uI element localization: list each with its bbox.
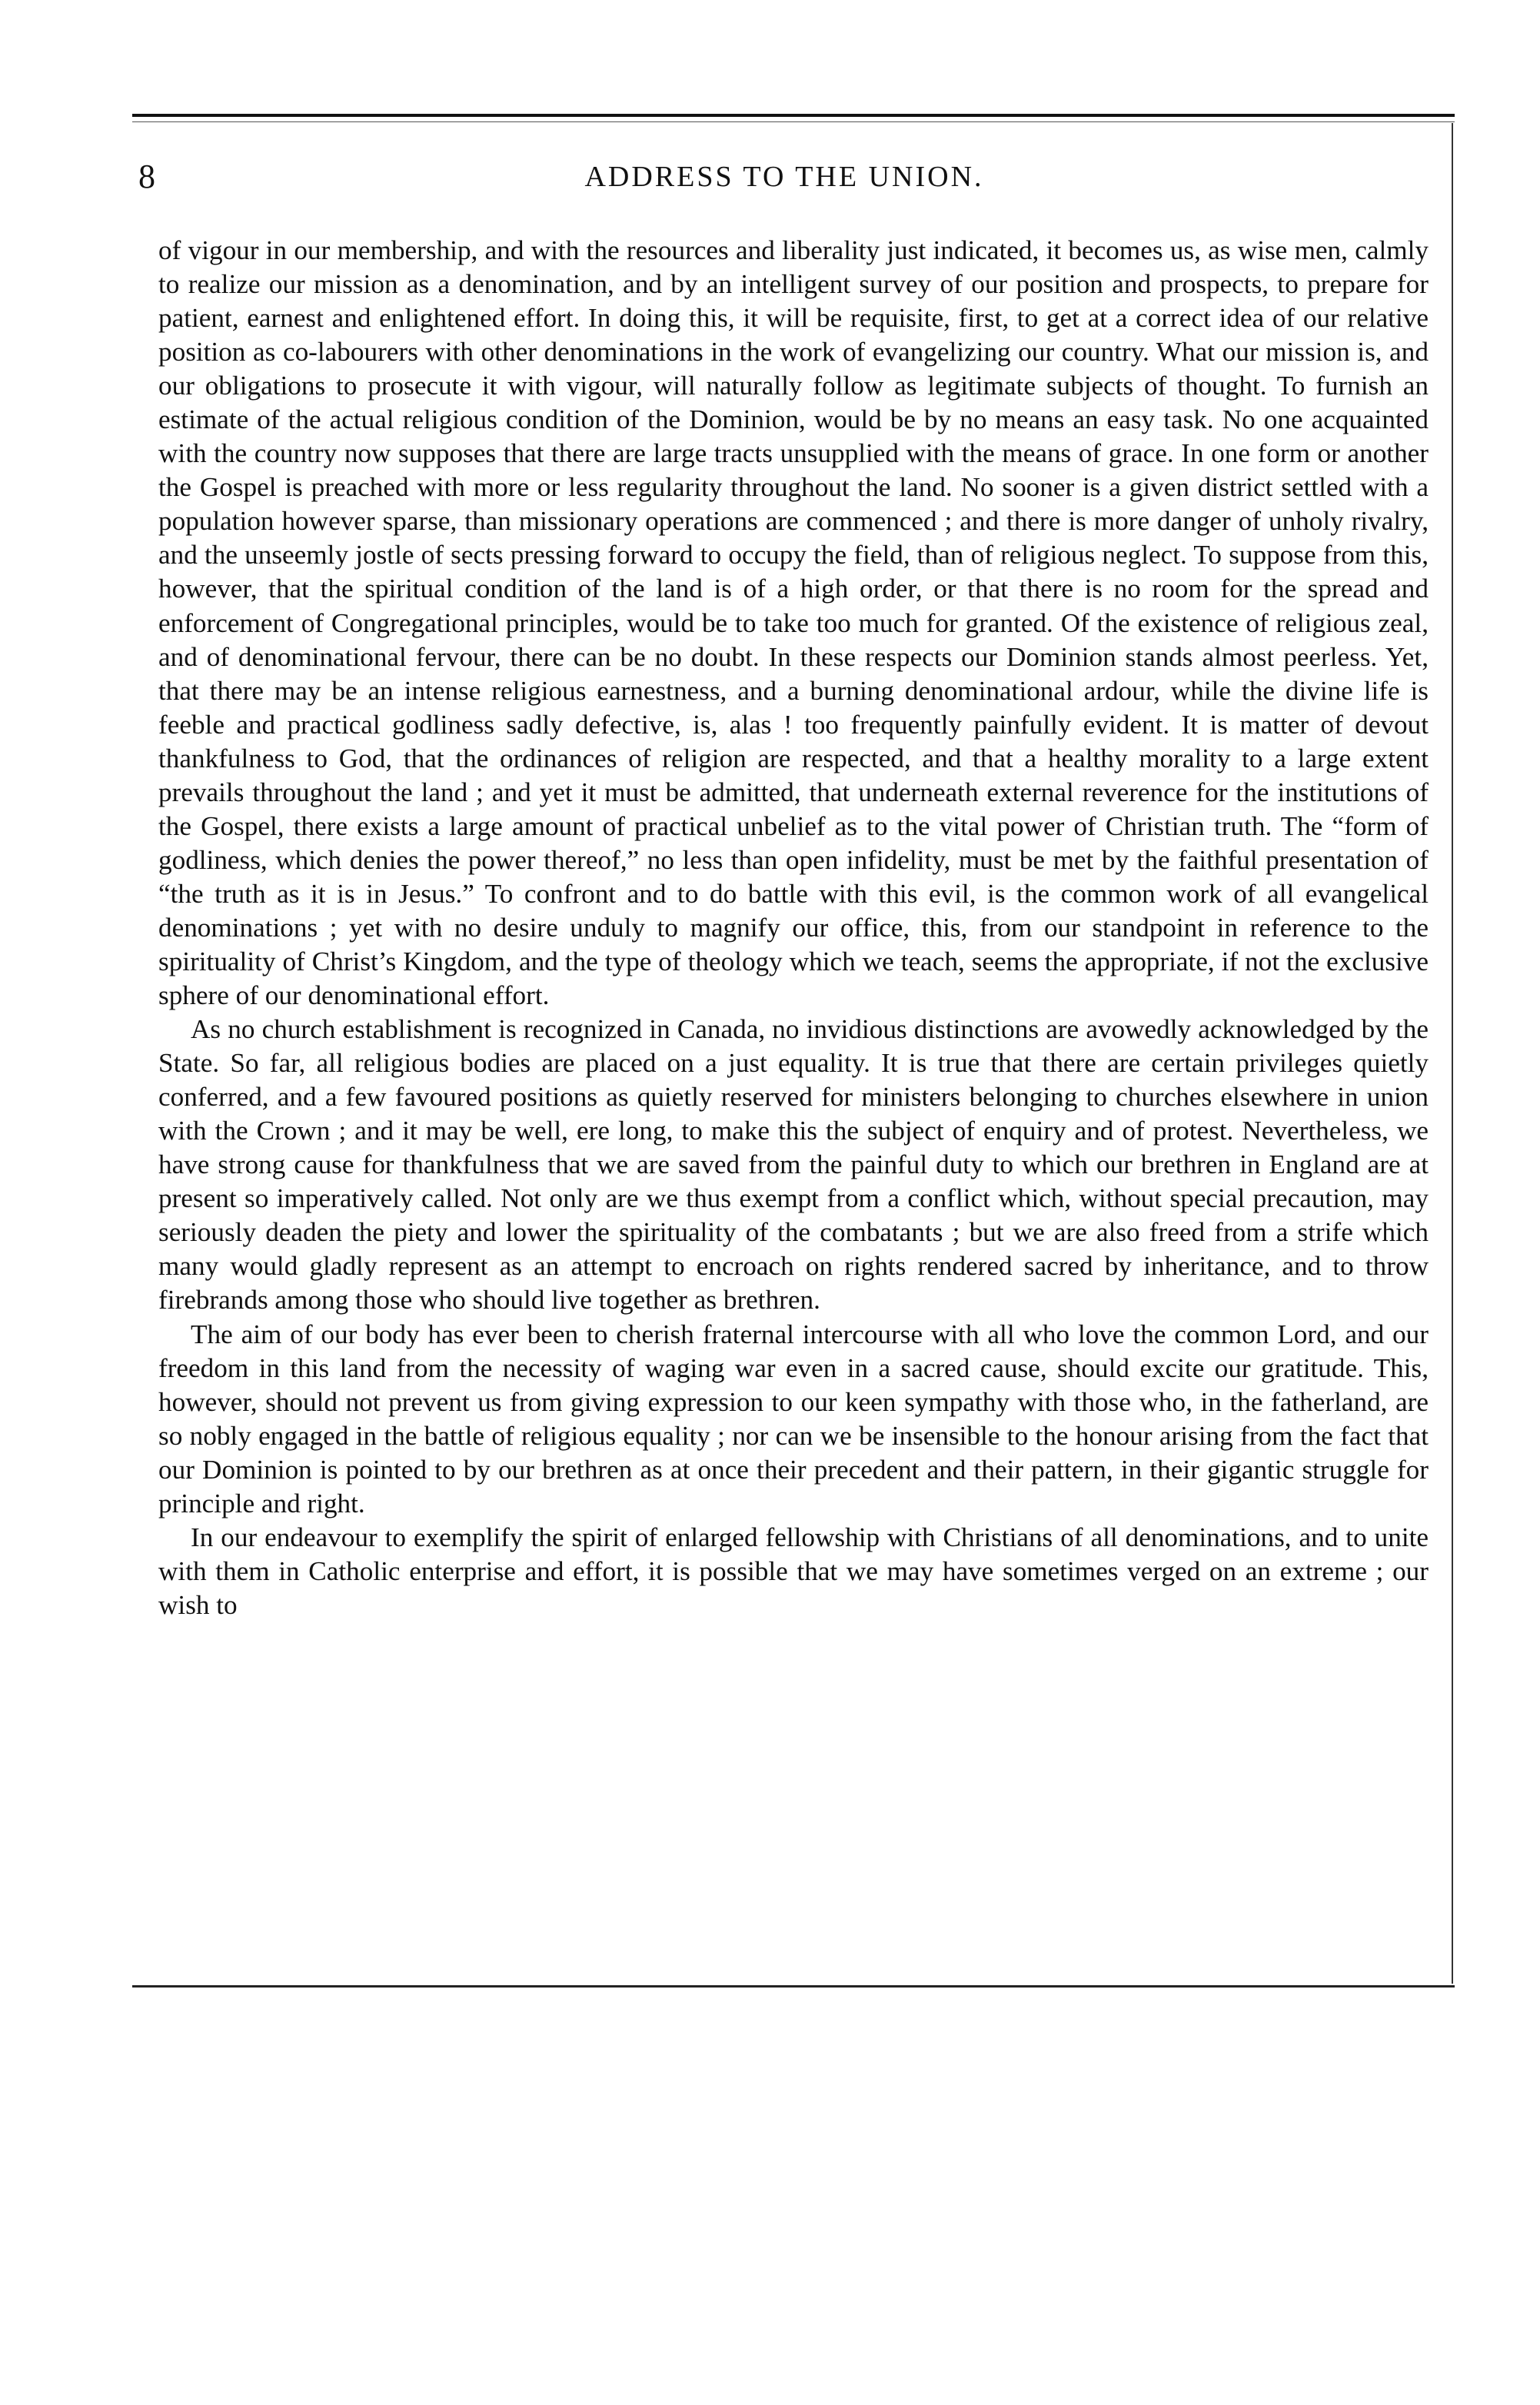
- top-border-rule: [132, 114, 1455, 117]
- paragraph: As no church establishment is recognized in Canada, no invidious distinctions are avowedly acknowledged by the State. So far, all religious bodies are placed on a just equality. It is true that there are certain privileges quietly conferred, and a few favoured positions as quietly reserved for ministers belonging to churches elsewhere in union with the Crown ; and it may be well, ere long, to make this the subject of enquiry and of protest. Nevertheless, we have strong cause for thankfulness that we are saved from the painful duty to which our brethren in England are at present so imperatively called. Not only are we thus exempt from a conflict which, without special precaution, may seriously deaden the piety and lower the spirituality of the combatants ; but we are also freed from a strife which many would gladly represent as an attempt to encroach on rights rendered sacred by inheritance, and to throw firebrands among those who should live together as brethren.: [158, 1014, 1429, 1316]
- body-text: [158, 234, 1429, 1622]
- bottom-border-rule: [132, 1985, 1455, 1988]
- running-head: [138, 154, 1430, 200]
- paragraph: of vigour in our membership, and with the resources and liberality just indicated, it becomes us, as wise men, calmly to realize our mission as a denomination, and by an intelligent survey of our position and prospects, to prepare for patient, earnest and enlightened effort. In doing this, it will be requisite, first, to get at a correct idea of our relative position as co-labourers with other denominations in the work of evangelizing our country. What our mission is, and our obligations to prosecute it with vigour, will naturally follow as legitimate subjects of thought. To furnish an estimate of the actual religious condition of the Dominion, would be by no means an easy task. No one acquainted with the country now supposes that there are large tracts unsupplied with the means of grace. In one form or another the Gospel is preached with more or less regularity throughout the land. No sooner is a given district settled with a population however sparse, than missionary operations are commenced ; and there is more danger of unholy rivalry, and the unseemly jostle of sects pressing forward to occupy the field, than of religious neglect. To suppose from this, however, that the spiritual condition of the land is of a high order, or that there is no room for the spread and enforcement of Congregational principles, would be to take too much for granted. Of the existence of religious zeal, and of denominational fervour, there can be no doubt. In these respects our Dominion stands almost peerless. Yet, that there may be an intense religious earnestness, and a burning denominational ardour, while the divine life is feeble and practical godliness sadly defective, is, alas ! too frequently painfully evident. It is matter of devout thankfulness to God, that the ordinances of religion are respected, and that a healthy morality to a large extent prevails throughout the land ; and yet it must be admitted, that underneath external reverence for the institutions of the Gospel, there exists a large amount of practical unbelief as to the vital power of Christian truth. The “form of godliness, which denies the power thereof,” no less than open infidelity, must be met by the faithful presentation of “the truth as it is in Jesus.” To confront and to do battle with this evil, is the common work of all evangelical denominations ; yet with no desire unduly to magnify our office, this, from our standpoint in reference to the spirituality of Christ’s Kingdom, and the type of theology which we teach, seems the appropriate, if not the exclusive sphere of our denominational effort.: [158, 235, 1429, 1011]
- paragraph: In our endeavour to exemplify the spirit of enlarged fellowship with Christians of all denominations, and to unite with them in Catholic enterprise and effort, it is possible that we may have sometimes verged on an extreme ; our wish to: [158, 1522, 1429, 1620]
- right-border-rule: [1452, 123, 1453, 1984]
- paragraph: The aim of our body has ever been to cherish fraternal intercourse with all who love the common Lord, and our freedom in this land from the necessity of waging war even in a sacred cause, should excite our gratitude. This, however, should not prevent us from giving expression to our keen sympathy with those who, in the fatherland, are so nobly engaged in the battle of religious equality ; nor can we be insensible to the honour arising from the fact that our Dominion is pointed to by our brethren as at once their precedent and their pattern, in their gigantic struggle for principle and right.: [158, 1319, 1429, 1519]
- running-title: ADDRESS TO THE UNION.: [584, 161, 984, 193]
- top-border-rule-thin: [132, 121, 1455, 122]
- page-number: 8: [138, 158, 155, 195]
